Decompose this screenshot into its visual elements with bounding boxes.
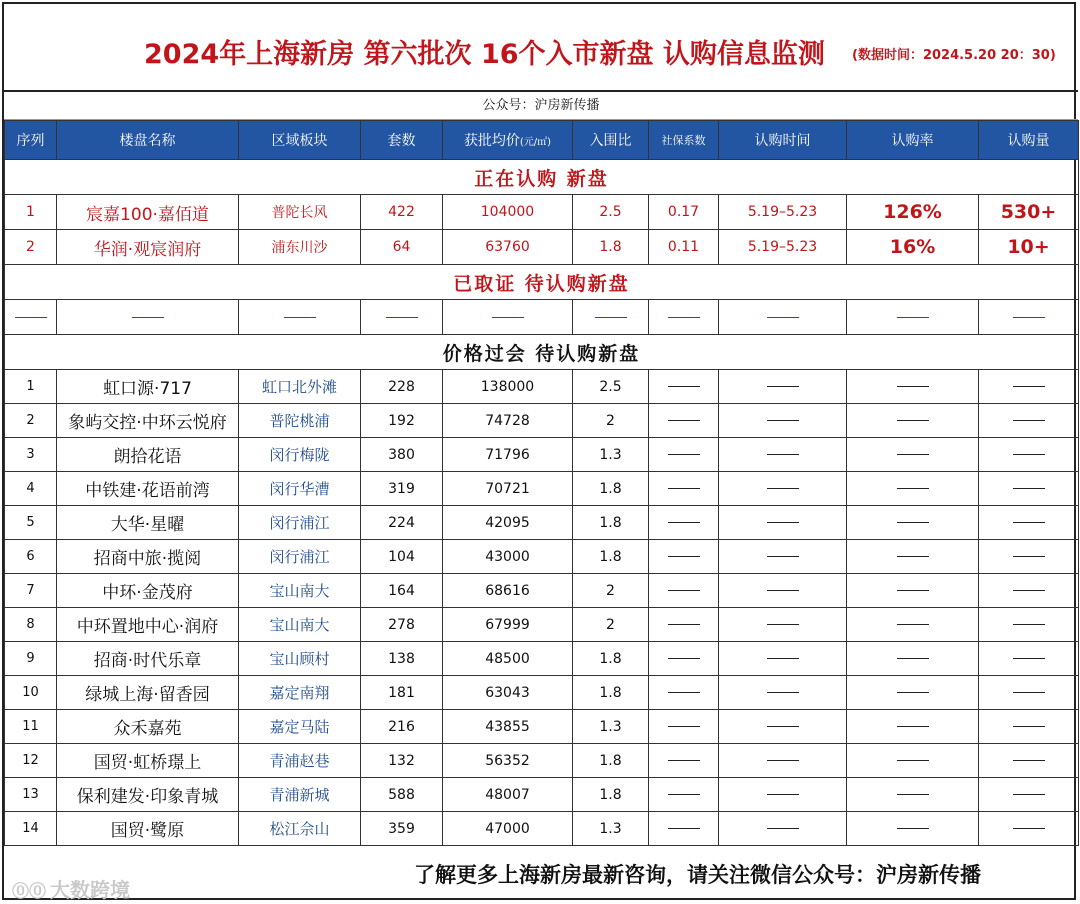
dash-mark: [767, 590, 799, 591]
row-units: 64: [361, 230, 443, 265]
row-area: 宝山南大: [239, 574, 361, 608]
row-ratio: 2: [573, 608, 649, 642]
empty-cell: [979, 540, 1079, 574]
empty-cell: [649, 778, 719, 812]
empty-cell: [719, 812, 847, 846]
dash-mark: [767, 317, 799, 318]
dash-mark: [767, 386, 799, 387]
table-header-row: [5, 121, 1079, 160]
table-row: [5, 472, 1079, 506]
row-seq: 1: [5, 370, 57, 404]
empty-cell: [847, 642, 979, 676]
section-title: 价格过会 待认购新盘: [5, 335, 1079, 370]
document-frame: [2, 2, 1076, 900]
empty-cell: [847, 574, 979, 608]
empty-cell: [649, 642, 719, 676]
empty-cell: [719, 608, 847, 642]
row-area: 宝山南大: [239, 608, 361, 642]
dash-mark: [668, 317, 700, 318]
row-units: 359: [361, 812, 443, 846]
row-seq: 6: [5, 540, 57, 574]
row-rate: 126%: [847, 195, 979, 230]
empty-cell: [649, 472, 719, 506]
empty-cell: [847, 370, 979, 404]
row-amount: 10+: [979, 230, 1079, 265]
row-seq: 13: [5, 778, 57, 812]
dash-mark: [668, 488, 700, 489]
row-name: 华润·观宸润府: [57, 230, 239, 265]
empty-cell: [719, 642, 847, 676]
row-ratio: 1.3: [573, 710, 649, 744]
row-area: 青浦新城: [239, 778, 361, 812]
empty-cell: [979, 404, 1079, 438]
row-units: 132: [361, 744, 443, 778]
dash-mark: [668, 522, 700, 523]
row-price: 63043: [443, 676, 573, 710]
row-price: 63760: [443, 230, 573, 265]
row-ratio: 2: [573, 574, 649, 608]
empty-cell: [847, 540, 979, 574]
empty-cell: [239, 300, 361, 335]
row-area: 浦东川沙: [239, 230, 361, 265]
row-price: 56352: [443, 744, 573, 778]
row-area: 普陀长风: [239, 195, 361, 230]
dash-mark: [767, 760, 799, 761]
footer: [4, 849, 1078, 902]
empty-cell: [719, 370, 847, 404]
row-seq: 2: [5, 230, 57, 265]
row-area: 松江佘山: [239, 812, 361, 846]
dash-mark: [767, 624, 799, 625]
table-row: [5, 438, 1079, 472]
row-name: 保利建发·印象青城: [57, 778, 239, 812]
empty-cell: [649, 300, 719, 335]
row-price: 42095: [443, 506, 573, 540]
header-amount: 认购量: [979, 121, 1079, 160]
row-ratio: 1.8: [573, 778, 649, 812]
title-row: [4, 4, 1078, 92]
empty-cell: [719, 438, 847, 472]
row-name: 中铁建·花语前湾: [57, 472, 239, 506]
dash-mark: [897, 692, 929, 693]
row-price: 48007: [443, 778, 573, 812]
row-area: 嘉定南翔: [239, 676, 361, 710]
dash-mark: [595, 317, 627, 318]
row-name: 宸嘉100·嘉佰道: [57, 195, 239, 230]
dash-mark: [897, 420, 929, 421]
dash-mark: [668, 386, 700, 387]
empty-cell: [847, 438, 979, 472]
empty-cell: [847, 404, 979, 438]
row-ratio: 1.8: [573, 230, 649, 265]
row-units: 224: [361, 506, 443, 540]
row-time: 5.19–5.23: [719, 195, 847, 230]
empty-cell: [847, 506, 979, 540]
row-seq: 2: [5, 404, 57, 438]
dash-mark: [897, 488, 929, 489]
row-price: 48500: [443, 642, 573, 676]
empty-cell: [719, 676, 847, 710]
empty-cell: [979, 506, 1079, 540]
empty-cell: [979, 370, 1079, 404]
table-row: [5, 812, 1079, 846]
dash-mark: [1013, 658, 1045, 659]
header-price: 获批均价(元/㎡): [443, 121, 573, 160]
table-row: [5, 370, 1079, 404]
empty-cell: [847, 608, 979, 642]
dash-mark: [1013, 317, 1045, 318]
row-seq: 3: [5, 438, 57, 472]
row-area: 嘉定马陆: [239, 710, 361, 744]
dash-mark: [897, 454, 929, 455]
dash-mark: [668, 658, 700, 659]
dash-mark: [284, 317, 316, 318]
table-row: [5, 230, 1079, 265]
dash-mark: [15, 317, 47, 318]
row-area: 虹口北外滩: [239, 370, 361, 404]
row-coef: 0.17: [649, 195, 719, 230]
dash-mark: [767, 658, 799, 659]
empty-cell: [979, 812, 1079, 846]
dash-mark: [668, 454, 700, 455]
row-area: 闵行浦江: [239, 506, 361, 540]
empty-cell: [719, 404, 847, 438]
empty-cell: [573, 300, 649, 335]
empty-cell: [979, 642, 1079, 676]
row-units: 278: [361, 608, 443, 642]
dash-mark: [897, 828, 929, 829]
empty-cell: [979, 574, 1079, 608]
empty-cell: [719, 506, 847, 540]
empty-cell: [5, 300, 57, 335]
watermark-logo-icon: ⓪⓪: [12, 882, 46, 902]
dash-mark: [1013, 556, 1045, 557]
row-ratio: 1.3: [573, 812, 649, 846]
row-units: 319: [361, 472, 443, 506]
row-price: 74728: [443, 404, 573, 438]
dash-mark: [1013, 794, 1045, 795]
dash-mark: [767, 454, 799, 455]
dash-mark: [897, 794, 929, 795]
row-seq: 5: [5, 506, 57, 540]
dash-mark: [132, 317, 164, 318]
empty-cell: [847, 778, 979, 812]
empty-cell: [649, 608, 719, 642]
row-name: 中环·金茂府: [57, 574, 239, 608]
row-ratio: 1.8: [573, 744, 649, 778]
row-units: 588: [361, 778, 443, 812]
row-amount: 530+: [979, 195, 1079, 230]
dash-mark: [767, 794, 799, 795]
row-ratio: 2.5: [573, 195, 649, 230]
dash-mark: [1013, 420, 1045, 421]
empty-cell: [649, 676, 719, 710]
dash-mark: [668, 624, 700, 625]
empty-cell: [847, 744, 979, 778]
dash-mark: [897, 522, 929, 523]
row-name: 虹口源·717: [57, 370, 239, 404]
page-title: 2024年上海新房 第六批次 16个入市新盘 认购信息监测: [144, 39, 825, 70]
dash-mark: [1013, 624, 1045, 625]
dash-mark: [1013, 590, 1045, 591]
table-row: [5, 506, 1079, 540]
row-price: 138000: [443, 370, 573, 404]
dash-mark: [1013, 386, 1045, 387]
row-ratio: 1.8: [573, 540, 649, 574]
subscription-table: [4, 120, 1079, 846]
row-seq: 10: [5, 676, 57, 710]
row-units: 181: [361, 676, 443, 710]
empty-cell: [649, 574, 719, 608]
empty-cell: [979, 744, 1079, 778]
table-row: [5, 744, 1079, 778]
dash-mark: [897, 760, 929, 761]
row-seq: 12: [5, 744, 57, 778]
footer-text: 了解更多上海新房最新咨询，请关注微信公众号：沪房新传播: [414, 863, 981, 887]
row-ratio: 1.8: [573, 506, 649, 540]
table-row: [5, 608, 1079, 642]
table-row: [5, 540, 1079, 574]
dash-mark: [897, 624, 929, 625]
dash-mark: [668, 590, 700, 591]
row-units: 192: [361, 404, 443, 438]
empty-cell: [57, 300, 239, 335]
dash-mark: [897, 317, 929, 318]
row-price: 43855: [443, 710, 573, 744]
dash-mark: [767, 556, 799, 557]
header-seq: 序列: [5, 121, 57, 160]
row-name: 招商中旅·揽阅: [57, 540, 239, 574]
row-seq: 11: [5, 710, 57, 744]
empty-cell: [443, 300, 573, 335]
row-seq: 9: [5, 642, 57, 676]
header-units: 套数: [361, 121, 443, 160]
row-ratio: 2.5: [573, 370, 649, 404]
empty-cell: [979, 676, 1079, 710]
row-name: 大华·星曜: [57, 506, 239, 540]
dash-mark: [897, 658, 929, 659]
empty-cell: [649, 812, 719, 846]
dash-mark: [767, 692, 799, 693]
empty-cell: [649, 404, 719, 438]
row-ratio: 1.3: [573, 438, 649, 472]
dash-mark: [767, 828, 799, 829]
header-rate: 认购率: [847, 121, 979, 160]
table-row: [5, 574, 1079, 608]
data-time: (数据时间：2024.5.20 20：30): [852, 48, 1056, 63]
row-area: 闵行浦江: [239, 540, 361, 574]
watermark: ⓪⓪ 大数跨境: [12, 878, 130, 902]
row-name: 国贸·鹭原: [57, 812, 239, 846]
empty-cell: [719, 300, 847, 335]
empty-cell: [847, 676, 979, 710]
dash-mark: [1013, 828, 1045, 829]
table-row: [5, 676, 1079, 710]
dash-mark: [767, 522, 799, 523]
empty-cell: [719, 540, 847, 574]
empty-cell: [719, 744, 847, 778]
dash-mark: [1013, 692, 1045, 693]
row-seq: 1: [5, 195, 57, 230]
row-seq: 7: [5, 574, 57, 608]
row-price: 43000: [443, 540, 573, 574]
table-row: [5, 642, 1079, 676]
row-units: 228: [361, 370, 443, 404]
dash-mark: [668, 726, 700, 727]
empty-cell: [649, 540, 719, 574]
row-seq: 14: [5, 812, 57, 846]
dash-mark: [668, 556, 700, 557]
row-units: 422: [361, 195, 443, 230]
row-name: 中环置地中心·润府: [57, 608, 239, 642]
row-name: 象屿交控·中环云悦府: [57, 404, 239, 438]
section-price-passed: [5, 335, 1079, 370]
empty-cell: [979, 710, 1079, 744]
row-area: 普陀桃浦: [239, 404, 361, 438]
table-row: [5, 778, 1079, 812]
empty-cell: [979, 608, 1079, 642]
dash-mark: [668, 420, 700, 421]
dash-mark: [1013, 454, 1045, 455]
row-name: 绿城上海·留香园: [57, 676, 239, 710]
empty-cell: [847, 710, 979, 744]
row-rate: 16%: [847, 230, 979, 265]
dash-mark: [897, 556, 929, 557]
empty-cell: [847, 300, 979, 335]
empty-cell: [979, 778, 1079, 812]
row-ratio: 1.8: [573, 676, 649, 710]
row-ratio: 2: [573, 404, 649, 438]
row-ratio: 1.8: [573, 642, 649, 676]
row-price: 67999: [443, 608, 573, 642]
dash-mark: [767, 420, 799, 421]
dash-mark: [767, 488, 799, 489]
dash-mark: [492, 317, 524, 318]
empty-cell: [719, 574, 847, 608]
row-time: 5.19–5.23: [719, 230, 847, 265]
dash-mark: [668, 828, 700, 829]
row-coef: 0.11: [649, 230, 719, 265]
row-price: 71796: [443, 438, 573, 472]
section-title: 已取证 待认购新盘: [5, 265, 1079, 300]
row-units: 216: [361, 710, 443, 744]
row-name: 国贸·虹桥璟上: [57, 744, 239, 778]
dash-mark: [1013, 760, 1045, 761]
dash-mark: [668, 760, 700, 761]
dash-mark: [1013, 726, 1045, 727]
empty-cell: [361, 300, 443, 335]
row-units: 380: [361, 438, 443, 472]
section-subscribing: [5, 160, 1079, 195]
row-area: 闵行华漕: [239, 472, 361, 506]
row-name: 众禾嘉苑: [57, 710, 239, 744]
empty-cell: [649, 438, 719, 472]
row-price: 68616: [443, 574, 573, 608]
row-area: 宝山顾村: [239, 642, 361, 676]
row-units: 138: [361, 642, 443, 676]
empty-cell: [847, 812, 979, 846]
table-row: [5, 710, 1079, 744]
empty-cell: [979, 300, 1079, 335]
header-area: 区域板块: [239, 121, 361, 160]
row-area: 闵行梅陇: [239, 438, 361, 472]
row-name: 朗拾花语: [57, 438, 239, 472]
row-name: 招商·时代乐章: [57, 642, 239, 676]
empty-cell: [847, 472, 979, 506]
header-coef: 社保系数: [649, 121, 719, 160]
dash-mark: [897, 590, 929, 591]
dash-mark: [386, 317, 418, 318]
empty-cell: [649, 744, 719, 778]
empty-row: [5, 300, 1079, 335]
empty-cell: [649, 710, 719, 744]
row-units: 164: [361, 574, 443, 608]
empty-cell: [979, 438, 1079, 472]
dash-mark: [1013, 488, 1045, 489]
empty-cell: [719, 710, 847, 744]
row-price: 70721: [443, 472, 573, 506]
table-row: [5, 195, 1079, 230]
empty-cell: [719, 778, 847, 812]
dash-mark: [897, 726, 929, 727]
header-price-unit: (元/㎡): [519, 137, 552, 148]
dash-mark: [897, 386, 929, 387]
table-row: [5, 404, 1079, 438]
section-certified: [5, 265, 1079, 300]
row-area: 青浦赵巷: [239, 744, 361, 778]
row-seq: 4: [5, 472, 57, 506]
empty-cell: [649, 370, 719, 404]
header-time: 认购时间: [719, 121, 847, 160]
dash-mark: [668, 794, 700, 795]
dash-mark: [668, 692, 700, 693]
row-ratio: 1.8: [573, 472, 649, 506]
account-line: 公众号：沪房新传播: [4, 92, 1078, 120]
dash-mark: [767, 726, 799, 727]
empty-cell: [649, 506, 719, 540]
dash-mark: [1013, 522, 1045, 523]
empty-cell: [979, 472, 1079, 506]
row-units: 104: [361, 540, 443, 574]
section-title: 正在认购 新盘: [5, 160, 1079, 195]
empty-cell: [719, 472, 847, 506]
row-seq: 8: [5, 608, 57, 642]
header-name: 楼盘名称: [57, 121, 239, 160]
row-price: 104000: [443, 195, 573, 230]
row-price: 47000: [443, 812, 573, 846]
header-ratio: 入围比: [573, 121, 649, 160]
